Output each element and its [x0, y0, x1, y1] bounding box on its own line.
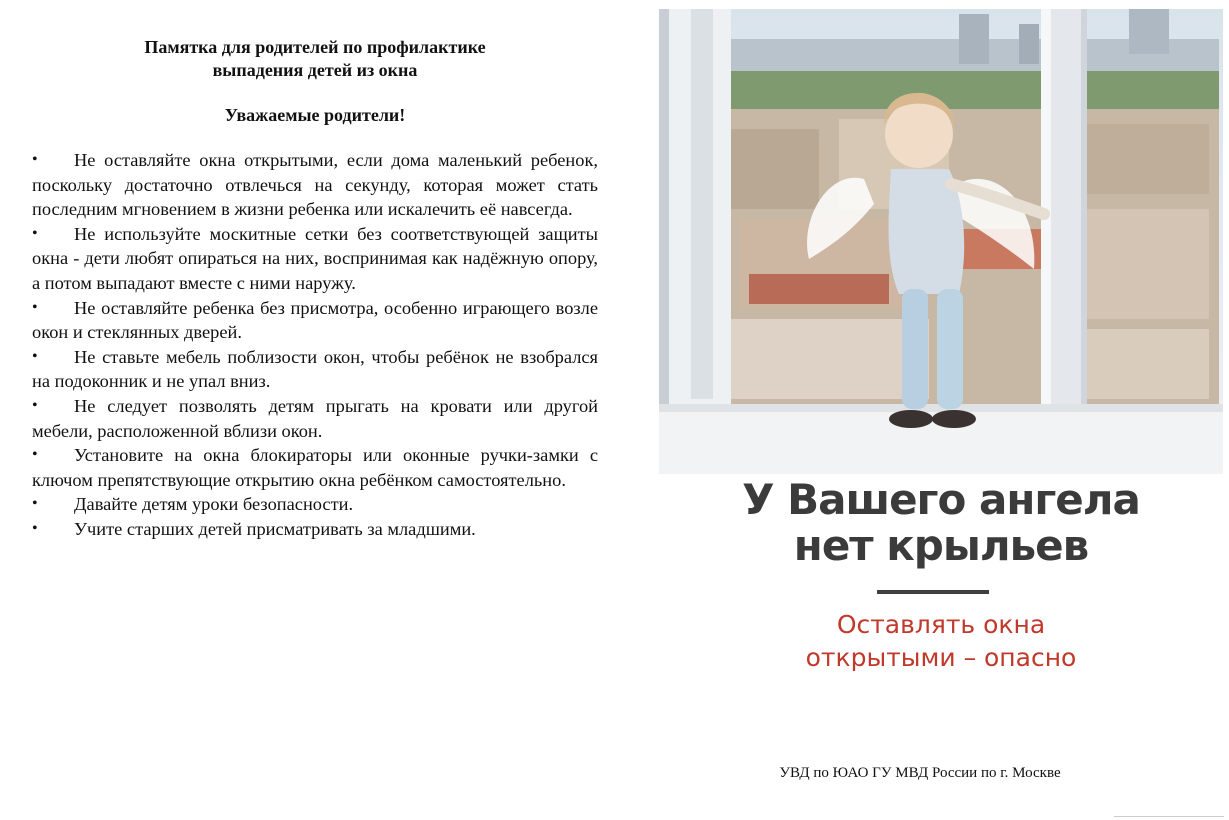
child-at-window-illustration: [659, 9, 1223, 474]
memo-title: [32, 36, 598, 82]
advice-text: Не ставьте мебель поблизости окон, чтобы ребёнок не взобрался на подоконник и не упал вниз.: [32, 346, 598, 392]
advice-item: [32, 148, 598, 222]
advice-text: Установите на окна блокираторы или оконные ручки-замки с ключом препятствующие открытию окна ребёнком самостоятельно.: [32, 445, 598, 490]
advice-text: Не оставляйте окна открытыми, если дома маленький ребенок, поскольку достаточно отвлечься на секунду, которая может стать последним мгновением в жизни ребенка или искалечить её навсегда.: [32, 150, 598, 220]
poster-headline: [659, 477, 1223, 569]
advice-item: [32, 443, 598, 492]
advice-list: [32, 148, 598, 542]
bullet-icon: •: [32, 519, 38, 537]
advice-text: Давайте детям уроки безопасности.: [74, 494, 354, 515]
bullet-icon: •: [32, 224, 38, 242]
advice-text: Не используйте москитные сетки без соответствующей защиты окна - дети любят опираться на них, воспринимая как надёжную опору, а потом выпадают вместе с ними наружу.: [32, 223, 598, 293]
advice-item: [32, 492, 598, 517]
memo-title-line-1: Памятка для родителей по профилактике: [144, 37, 486, 57]
corner-line: [1114, 816, 1224, 817]
memo-title-line-2: выпадения детей из окна: [212, 60, 418, 80]
bullet-icon: •: [32, 298, 38, 316]
greeting: Уважаемые родители!: [224, 105, 406, 125]
warning-line-2: открытыми – опасно: [805, 643, 1077, 672]
bullet-icon: •: [32, 347, 38, 365]
bullet-icon: •: [32, 446, 38, 464]
poster-warning: [659, 608, 1223, 674]
warning-line-1: Оставлять окна: [836, 610, 1046, 639]
advice-item: [32, 222, 598, 296]
bullet-icon: •: [32, 396, 38, 414]
advice-text: Учите старших детей присматривать за младшими.: [74, 518, 476, 539]
advice-item: [32, 296, 598, 345]
advice-item: [32, 394, 598, 443]
bullet-icon: •: [32, 151, 38, 168]
footer-organization: УВД по ЮАО ГУ МВД России по г. Москве: [779, 765, 1061, 781]
advice-text: Не следует позволять детям прыгать на кровати или другой мебели, расположенной вблизи окон.: [32, 395, 598, 441]
headline-line-2: нет крыльев: [793, 521, 1089, 570]
advice-item: [32, 517, 598, 542]
advice-text: Не оставляйте ребенка без присмотра, особенно играющего возле окон и стеклянных дверей.: [32, 297, 598, 343]
advice-item: [32, 345, 598, 394]
poster-photo: [659, 9, 1223, 474]
headline-line-1: У Вашего ангела: [742, 475, 1140, 524]
headline-divider: [877, 590, 989, 594]
memo-column: [32, 36, 598, 542]
bullet-icon: •: [32, 495, 38, 513]
